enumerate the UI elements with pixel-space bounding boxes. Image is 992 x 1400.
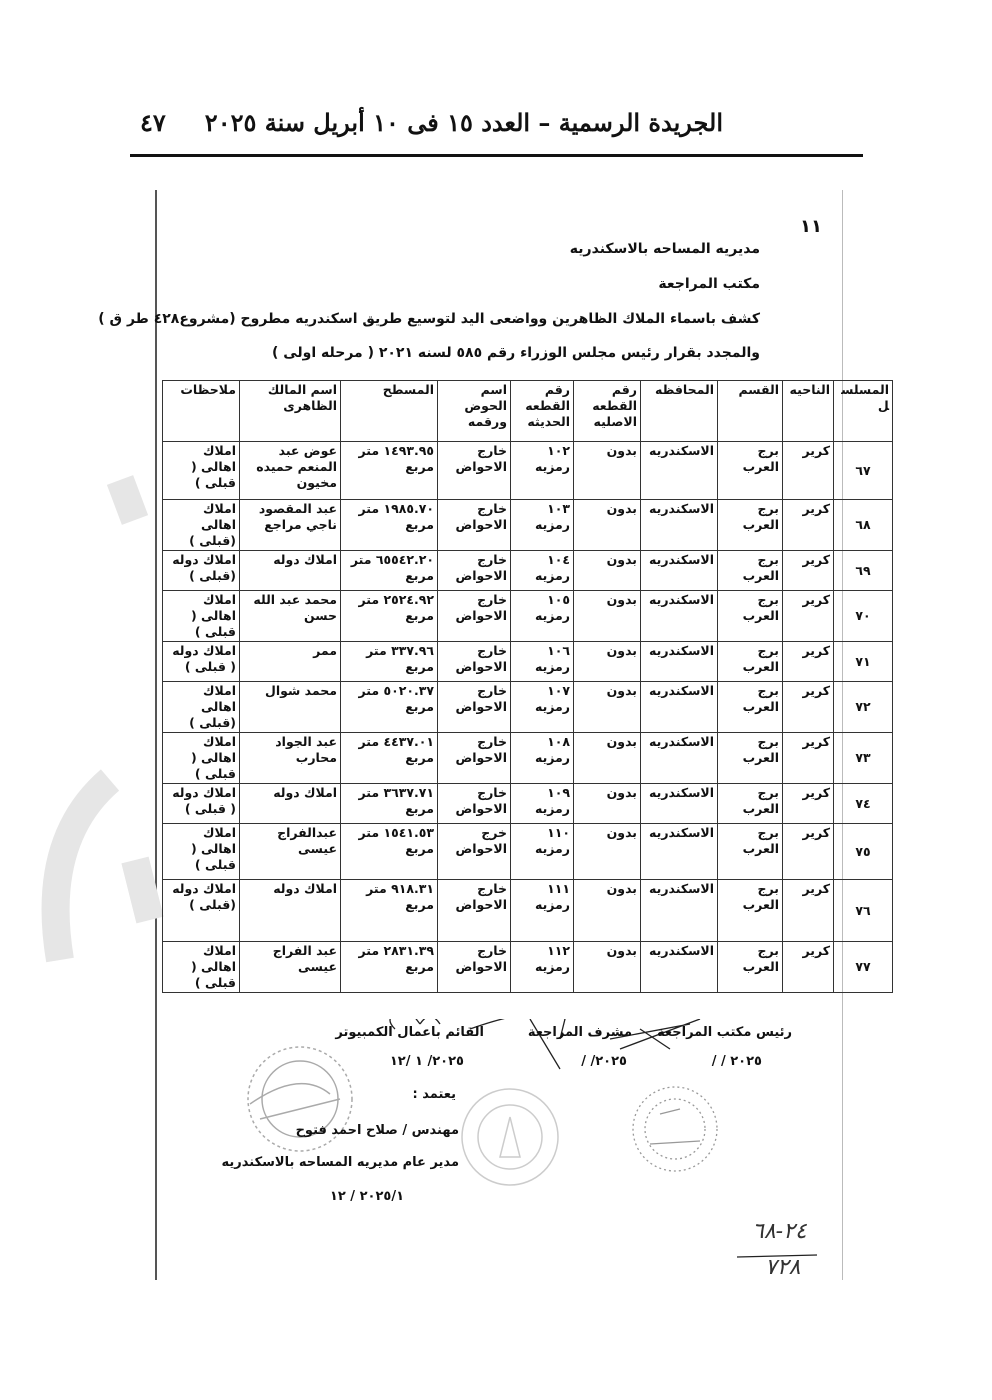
cell-notes: املاك اهالى ( قبلى ) (163, 591, 240, 642)
cell-area-size: ٣٦٣٧.٧١ متر مربع (341, 784, 438, 824)
cell-serial: ٧٥ (834, 824, 893, 880)
cell-area: كرير (783, 682, 834, 733)
cell-district: برج العرب (718, 642, 783, 682)
table-row (163, 591, 893, 642)
cell-notes: املاك اهالى (قبلى ) (163, 682, 240, 733)
cell-serial: ٧٦ (834, 880, 893, 942)
cell-serial: ٧٧ (834, 942, 893, 993)
cell-serial: ٧١ (834, 642, 893, 682)
cell-original-plot: بدون (574, 642, 641, 682)
cell-governorate: الاسكندريه (641, 733, 718, 784)
cell-original-plot: بدون (574, 824, 641, 880)
page-number: ٤٧ (140, 108, 166, 137)
cell-new-plot: ١٠٣ رمزيه (511, 500, 574, 551)
cell-area-size: ٢٨٣١.٣٩ متر مربع (341, 942, 438, 993)
cell-owner: عبدالفراج عيسى (240, 824, 341, 880)
cell-serial: ٧٠ (834, 591, 893, 642)
cell-governorate: الاسكندريه (641, 442, 718, 500)
cell-basin: خارج الاحواض (438, 591, 511, 642)
cell-district: برج العرب (718, 733, 783, 784)
computer-operator-date: ٢٠٢٥/ ١ /١٢ (389, 1054, 464, 1069)
cell-notes: املاك اهالى ( قبلى ) (163, 824, 240, 880)
cell-governorate: الاسكندريه (641, 551, 718, 591)
handwritten-reference-top: ٢٤-٦٨ (752, 1219, 807, 1244)
engineer-name: مهندس / صلاح احمد فتوح (295, 1123, 459, 1138)
cell-district: برج العرب (718, 551, 783, 591)
cell-basin: خارج الاحواض (438, 551, 511, 591)
cell-new-plot: ١٠٤ رمزيه (511, 551, 574, 591)
gazette-header (130, 108, 863, 137)
cell-serial: ٧٢ (834, 682, 893, 733)
cell-area: كرير (783, 733, 834, 784)
table-row (163, 442, 893, 500)
cell-new-plot: ١٠٢ رمزيه (511, 442, 574, 500)
table-row (163, 824, 893, 880)
table-row (163, 942, 893, 993)
cell-serial: ٦٨ (834, 500, 893, 551)
cell-notes: املاك دوله ( قبلى ) (163, 784, 240, 824)
cell-area: كرير (783, 784, 834, 824)
head-of-review-label: رئيس مكتب المراجعة (657, 1025, 792, 1040)
cell-serial: ٦٩ (834, 551, 893, 591)
header-area: الناحيه (783, 381, 834, 442)
cell-notes: املاك اهالى ( قبلى ) (163, 942, 240, 993)
cell-original-plot: بدون (574, 500, 641, 551)
review-supervisor-date: ٢٠٢٥/ / (581, 1054, 627, 1069)
cell-basin: خارج الاحواض (438, 942, 511, 993)
office-name: مكتب المراجعة (658, 276, 760, 292)
table-row (163, 682, 893, 733)
cell-owner: املاك دوله (240, 551, 341, 591)
cell-new-plot: ١٠٨ رمزيه (511, 733, 574, 784)
cell-area-size: ٤٤٣٧.٠١ متر مربع (341, 733, 438, 784)
cell-new-plot: ١١١ رمزيه (511, 880, 574, 942)
document-title-line-1: كشف باسماء الملاك الظاهرين وواضعى اليد لتوسيع طريق اسكندريه مطروح (مشروع٤٢٨ طر ق ) (98, 311, 760, 327)
approval-label: يعتمد : (412, 1087, 456, 1102)
computer-operator-label: القائم باعمال الكمبيوتر (335, 1025, 484, 1040)
cell-governorate: الاسكندريه (641, 880, 718, 942)
cell-district: برج العرب (718, 591, 783, 642)
cell-notes: املاك اهالى ( قبلى ) (163, 442, 240, 500)
cell-district: برج العرب (718, 682, 783, 733)
cell-district: برج العرب (718, 824, 783, 880)
stamp-center-eagle (462, 1089, 558, 1185)
table-row (163, 880, 893, 942)
cell-original-plot: بدون (574, 682, 641, 733)
owners-table (162, 380, 893, 993)
cell-area: كرير (783, 591, 834, 642)
header-area-size: المسطح (341, 381, 438, 442)
table-row (163, 551, 893, 591)
table-header-row (163, 381, 893, 442)
cell-owner: محمد عبد الله حسن (240, 591, 341, 642)
cell-new-plot: ١١٠ رمزيه (511, 824, 574, 880)
cell-district: برج العرب (718, 942, 783, 993)
signature-block (162, 1019, 822, 1279)
cell-serial: ٧٣ (834, 733, 893, 784)
cell-owner: املاك دوله (240, 880, 341, 942)
cell-district: برج العرب (718, 880, 783, 942)
cell-basin: خارج الاحواض (438, 682, 511, 733)
cell-owner: عوض عبد المنعم حميده مخيون (240, 442, 341, 500)
table-row (163, 733, 893, 784)
cell-original-plot: بدون (574, 784, 641, 824)
table-and-signatures (162, 380, 889, 1280)
header-basin: اسم الحوض ورقمه (438, 381, 511, 442)
cell-basin: خرج الاحواض (438, 824, 511, 880)
cell-notes: املاك دوله ( قبلى ) (163, 642, 240, 682)
cell-area-size: ٥٠٢٠.٣٧ متر مربع (341, 682, 438, 733)
cell-basin: خارج الاحواض (438, 784, 511, 824)
review-supervisor-label: مشرف المراجعة (527, 1025, 632, 1040)
gazette-header-title: الجريدة الرسمية – العدد ١٥ فى ١٠ أبريل سنة ٢٠٢٥ (204, 108, 723, 137)
cell-basin: خارج الاحواض (438, 500, 511, 551)
cell-original-plot: بدون (574, 442, 641, 500)
header-notes: ملاحظات (163, 381, 240, 442)
table-row (163, 642, 893, 682)
header-serial: المسلسل (834, 381, 893, 442)
cell-basin: خارج الاحواض (438, 733, 511, 784)
cell-owner: عبد المقصود ناجي مراجع (240, 500, 341, 551)
cell-new-plot: ١١٢ رمزيه (511, 942, 574, 993)
cell-district: برج العرب (718, 784, 783, 824)
cell-original-plot: بدون (574, 942, 641, 993)
cell-area-size: ٣٣٧.٩٦ متر مربع (341, 642, 438, 682)
watermark-logo (56, 480, 150, 960)
document-title-line-2: والمجدد بقرار رئيس مجلس الوزراء رقم ٥٨٥ لسنه ٢٠٢١ ( مرحله اولى ) (271, 345, 760, 361)
cell-new-plot: ١٠٩ رمزيه (511, 784, 574, 824)
cell-original-plot: بدون (574, 551, 641, 591)
cell-area-size: ٩١٨.٣١ متر مربع (341, 880, 438, 942)
cell-owner: ممر (240, 642, 341, 682)
cell-governorate: الاسكندريه (641, 591, 718, 642)
cell-new-plot: ١٠٦ رمزيه (511, 642, 574, 682)
header-district: القسم (718, 381, 783, 442)
cell-area-size: ٦٥٥٤٢.٢٠ متر مربع (341, 551, 438, 591)
cell-area: كرير (783, 880, 834, 942)
head-of-review-date: ٢٠٢٥ / / (711, 1054, 762, 1069)
cell-area: كرير (783, 942, 834, 993)
cell-original-plot: بدون (574, 591, 641, 642)
cell-governorate: الاسكندريه (641, 942, 718, 993)
cell-owner: محمد شوال (240, 682, 341, 733)
cell-area: كرير (783, 500, 834, 551)
cell-owner: املاك دوله (240, 784, 341, 824)
cell-new-plot: ١٠٥ رمزيه (511, 591, 574, 642)
cell-original-plot: بدون (574, 733, 641, 784)
general-manager-date: ٢٠٢٥/١ / ١٢ (329, 1189, 404, 1204)
table-row (163, 500, 893, 551)
cell-governorate: الاسكندريه (641, 784, 718, 824)
header-governorate: المحافظه (641, 381, 718, 442)
cell-area: كرير (783, 824, 834, 880)
cell-area-size: ١٤٩٣.٩٥ متر مربع (341, 442, 438, 500)
cell-owner: عبد الفراج عيسى (240, 942, 341, 993)
cell-notes: املاك اهالى ( قبلى ) (163, 733, 240, 784)
header-new-plot: رقم القطعه الحديثه (511, 381, 574, 442)
header-owner: اسم المالك الظاهرى (240, 381, 341, 442)
cell-area-size: ٢٥٢٤.٩٢ متر مربع (341, 591, 438, 642)
header-original-plot: رقم القطعه الاصليه (574, 381, 641, 442)
table-row (163, 784, 893, 824)
header-rule (130, 154, 863, 157)
cell-area: كرير (783, 642, 834, 682)
cell-area: كرير (783, 442, 834, 500)
stamp-right (633, 1087, 717, 1171)
cell-owner: عبد الجواد محارب (240, 733, 341, 784)
cell-serial: ٧٤ (834, 784, 893, 824)
cell-governorate: الاسكندريه (641, 500, 718, 551)
cell-area-size: ١٩٨٥.٧٠ متر مربع (341, 500, 438, 551)
cell-district: برج العرب (718, 442, 783, 500)
cell-notes: املاك دوله (قبلى ) (163, 551, 240, 591)
cell-area-size: ١٥٤١.٥٣ متر مربع (341, 824, 438, 880)
cell-district: برج العرب (718, 500, 783, 551)
general-manager-title: مدير عام مديريه المساحه بالاسكندريه (221, 1155, 459, 1170)
cell-governorate: الاسكندريه (641, 824, 718, 880)
directorate-name: مديريه المساحه بالاسكندريه (569, 241, 760, 257)
cell-notes: املاك اهالى (قبلى ) (163, 500, 240, 551)
corner-mark: ١١ (800, 216, 822, 237)
cell-governorate: الاسكندريه (641, 682, 718, 733)
cell-basin: خارج الاحواض (438, 880, 511, 942)
cell-area: كرير (783, 551, 834, 591)
cell-governorate: الاسكندريه (641, 642, 718, 682)
cell-new-plot: ١٠٧ رمزيه (511, 682, 574, 733)
handwritten-reference-bottom: ٧٢٨ (765, 1255, 801, 1280)
cell-basin: خارج الاحواض (438, 642, 511, 682)
cell-original-plot: بدون (574, 880, 641, 942)
cell-notes: املاك دوله (قبلى ) (163, 880, 240, 942)
cell-basin: خارج الاحواض (438, 442, 511, 500)
cell-serial: ٦٧ (834, 442, 893, 500)
